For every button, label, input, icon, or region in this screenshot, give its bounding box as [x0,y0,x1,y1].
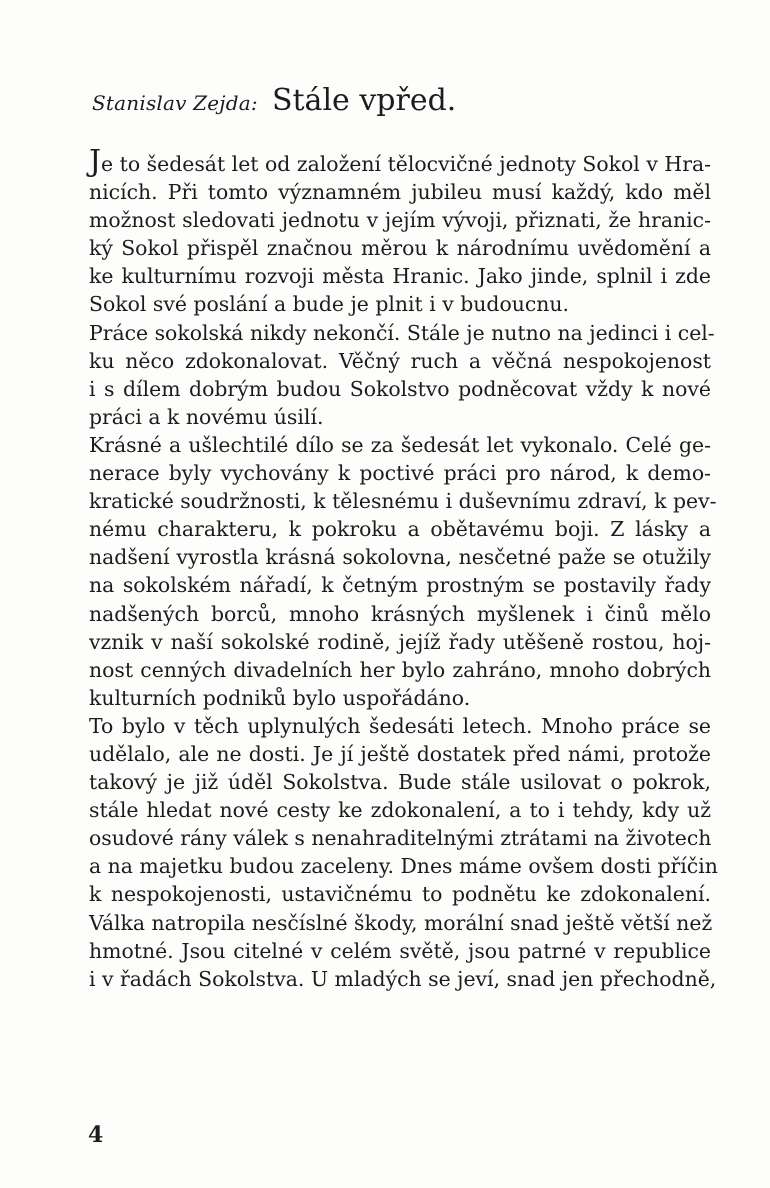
text-line [89,144,711,179]
drop-cap: J [89,144,102,179]
text-line: nadšení vyrostla krásná sokolovna, nesčetné paže se otužily [89,545,711,570]
text-line: udělalo, ale ne dosti. Je jí ještě dostatek před námi, protože [89,741,711,766]
text-line: na sokolském nářadí, k četným prostným se postavily řady [89,573,711,598]
page-number: 4 [88,1122,104,1148]
text-line: i s dílem dobrým budou Sokolstvo podněcovat vždy k nové [89,376,711,401]
text-line: takový je již úděl Sokolstva. Bude stále usilovat o pokrok, [89,770,711,795]
text-line: ke kulturnímu rozvoji města Hranic. Jako jinde, splnil i zde [89,264,711,289]
article-heading [92,80,456,118]
text-line: nost cenných divadelních her bylo zahráno, mnoho dobrých [89,657,711,682]
text-line: kulturních podniků bylo uspořádáno. [89,685,471,710]
text-line: nadšených borců, mnoho krásných myšlenek i činů mělo [89,601,711,626]
text-line: hmotné. Jsou citelné v celém světě, jsou patrné v republice [89,938,711,963]
article-body [89,144,718,993]
text-line: a na majetku budou zaceleny. Dnes máme ovšem dosti příčin [89,854,718,879]
text-line: i v řadách Sokolstva. U mladých se jeví, snad jen přechodně, [89,966,717,991]
text-line: možnost sledovati jednotu v jejím vývoji, přiznati, že hranic- [89,208,711,233]
text-line: práci a k novému úsilí. [89,404,324,429]
text-line: Válka natropila nesčíslné škody, morální snad ještě větší než [89,910,713,935]
paragraph [89,319,715,431]
text-line: kratické soudržnosti, k tělesnému i duševnímu zdraví, k pev- [89,489,717,514]
article-title: Stále vpřed. [271,83,457,118]
paragraph [89,144,711,319]
text-line: Práce sokolská nikdy nekončí. Stále je nutno na jedinci i cel- [89,320,715,345]
text-line: Sokol své poslání a bude je plnit i v budoucnu. [89,292,570,317]
text-line: nerace byly vychovány k poctivé práci pro národ, k demo- [89,461,711,486]
text-line: vznik v naší sokolské rodině, jejíž řady utěšeně rostou, hoj- [89,629,711,654]
paragraph [89,431,717,712]
paragraph [89,712,718,993]
text-line: To bylo v těch uplynulých šedesáti letech. Mnoho práce se [89,713,711,738]
author-name: Stanislav Zejda: [92,91,258,115]
text-line: nicích. Při tomto významném jubileu musí každý, kdo měl [89,180,711,205]
text-line: nému charakteru, k pokroku a obětavému boji. Z lásky a [89,517,711,542]
text-line: ku něco zdokonalovat. Věčný ruch a věčná nespokojenost [89,348,711,373]
text-line: k nespokojenosti, ustavičnému to podnětu ke zdokonalení. [89,882,711,907]
text-line: osudové rány válek s nenahraditelnými ztrátami na životech [89,826,712,851]
text-line-content: e to šedesát let od založení tělocvičné jednoty Sokol v Hra- [101,152,711,176]
text-line: Krásné a ušlechtilé dílo se za šedesát let vykonalo. Celé ge- [89,432,711,457]
text-line: stále hledat nové cesty ke zdokonalení, a to i tehdy, kdy už [89,798,711,823]
text-line: ký Sokol přispěl značnou měrou k národnímu uvědomění a [89,236,711,261]
